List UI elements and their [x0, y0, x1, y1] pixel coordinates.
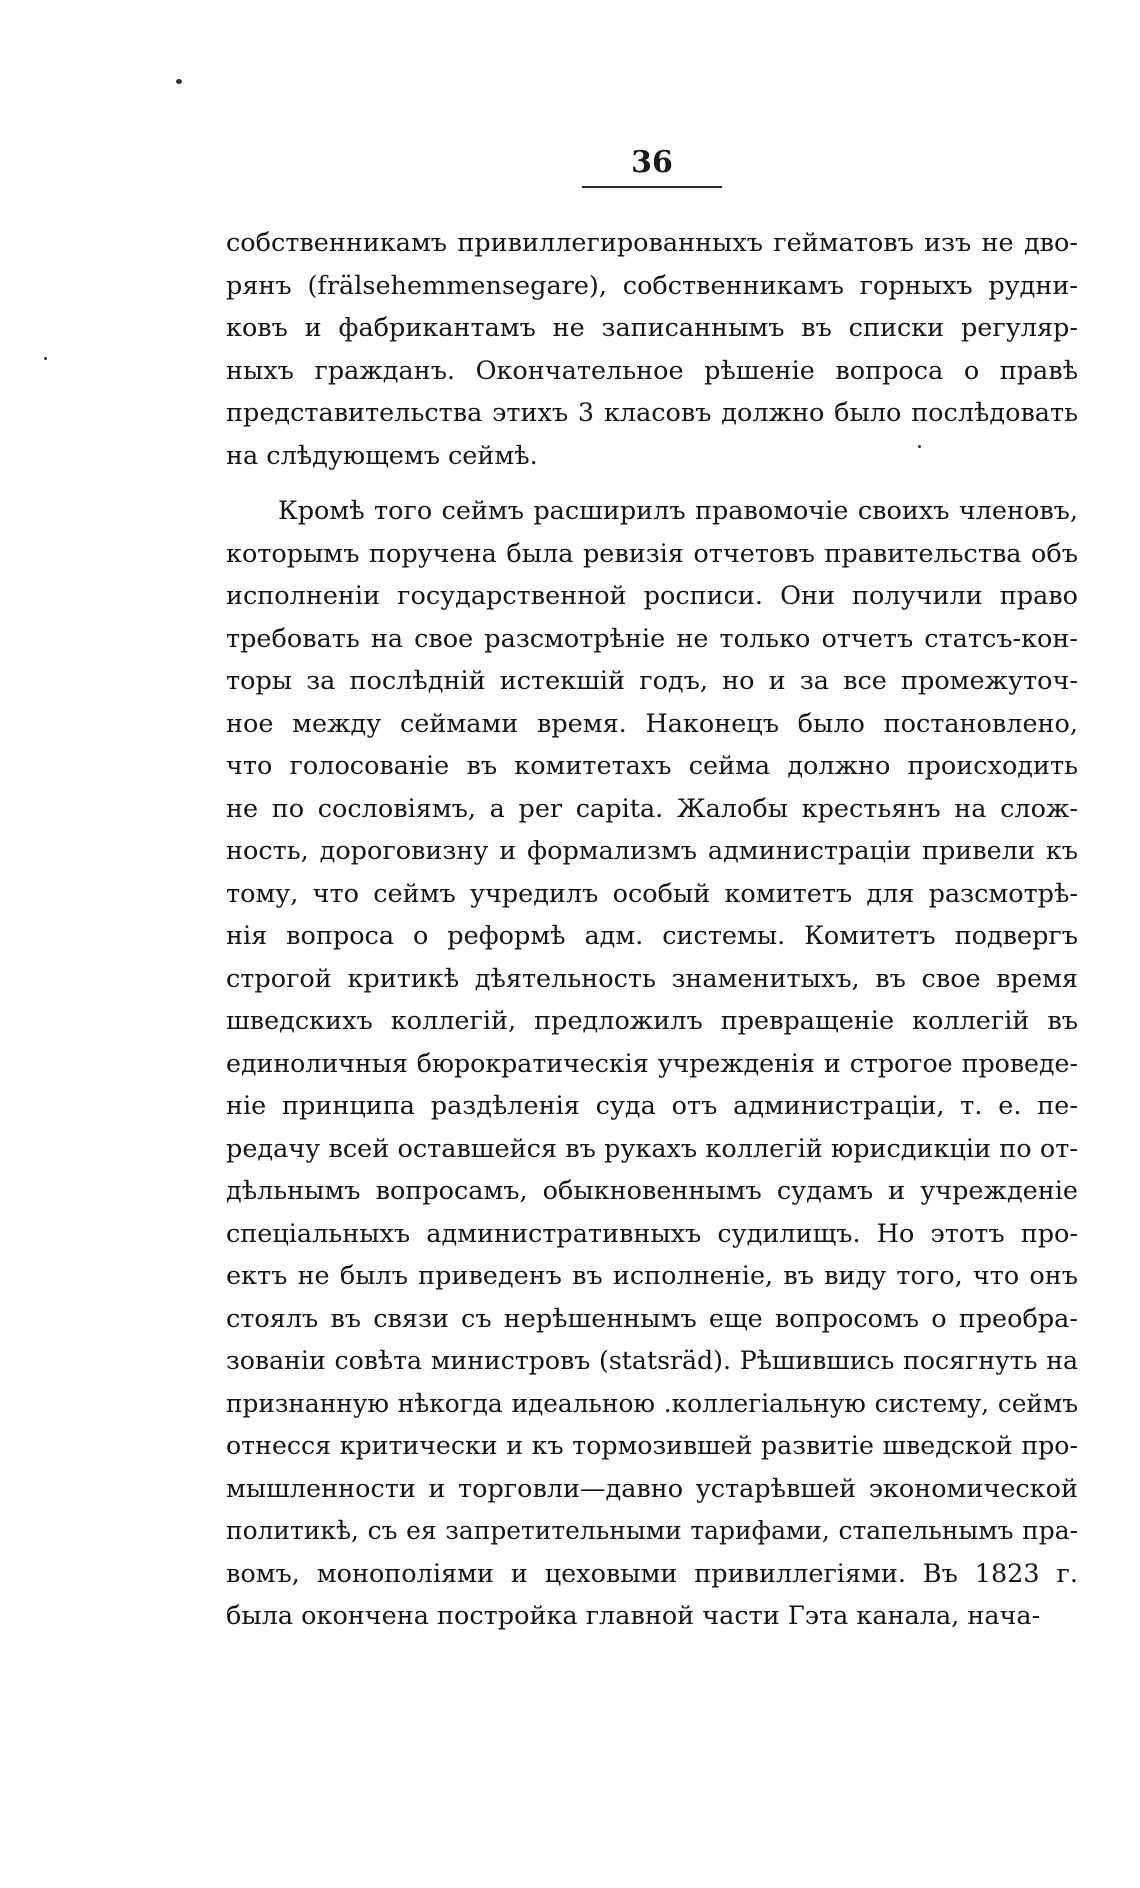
text-line: нія вопроса о реформѣ адм. системы. Комитетъ подвергъ: [226, 921, 1078, 951]
page-number: 36: [631, 145, 673, 180]
text-line: ность, дороговизну и формализмъ администраціи привели къ: [226, 836, 1078, 866]
text-line: ныхъ гражданъ. Окончательное рѣшеніе вопроса о правѣ: [226, 355, 1078, 386]
text-line: признанную нѣкогда идеальною .коллегіальную систему, сеймъ: [226, 1388, 1078, 1418]
text-line: ное между сеймами время. Наконецъ было постановлено,: [226, 708, 1078, 739]
text-line: не по сословіямъ, а per capita. Жалобы крестьянъ на слож-: [226, 793, 1078, 824]
text-line: которымъ поручена была ревизія отчетовъ правительства объ: [226, 538, 1078, 569]
text-line: что голосованіе въ комитетахъ сейма должно происходить: [226, 751, 1078, 781]
text-line: ектъ не былъ приведенъ въ исполненіе, въ виду того, что онъ: [226, 1261, 1078, 1291]
text-line: мышленности и торговли—давно устарѣвшей экономической: [226, 1473, 1078, 1504]
text-line: тому, что сеймъ учредилъ особый комитетъ для разсмотрѣ-: [226, 878, 1078, 909]
paragraph: [226, 222, 1078, 477]
text-line: зованіи совѣта министровъ (statsräd). Рѣшившись посягнуть на: [226, 1346, 1078, 1375]
text-line: шведскихъ коллегій, предложилъ превращеніе коллегій въ: [226, 1006, 1078, 1036]
paragraph: [226, 490, 1078, 1638]
text-line: отнесся критически и къ тормозившей развитіе шведской про-: [226, 1431, 1078, 1460]
text-line: редачу всей оставшейся въ рукахъ коллегій юрисдикціи по от-: [226, 1133, 1078, 1164]
text-line: политикѣ, съ ея запретительными тарифами, стапельнымъ пра-: [226, 1516, 1078, 1545]
text-line: вомъ, монополіями и цеховыми привиллегіями. Въ 1823 г.: [226, 1558, 1078, 1589]
text-line: рянъ (frälsehemmensegare), собственникамъ горныхъ рудни-: [226, 270, 1078, 301]
text-line: была окончена постройка главной части Гэта канала, нача-: [226, 1601, 1041, 1631]
text-line: единоличныя бюрократическія учрежденія и строгое проведе-: [226, 1048, 1078, 1078]
text-line: стоялъ въ связи съ нерѣшеннымъ еще вопросомъ о преобра-: [226, 1303, 1078, 1334]
text-line: на слѣдующемъ сеймѣ.: [226, 440, 538, 471]
text-line: представительства этихъ 3 класовъ должно было послѣдовать: [226, 398, 1078, 428]
text-line: торы за послѣдній истекшій годъ, но и за все промежуточ-: [226, 666, 1078, 696]
text-line: спеціальныхъ административныхъ судилищъ. Но этотъ про-: [226, 1218, 1078, 1249]
text-line: собственникамъ привиллегированныхъ гейматовъ изъ не дво-: [226, 228, 1078, 258]
ink-speck: [44, 357, 47, 360]
page-number-rule: [582, 186, 722, 188]
text-line: исполненіи государственной росписи. Они получили право: [226, 581, 1078, 611]
text-line: строгой критикѣ дѣятельность знаменитыхъ, въ свое время: [226, 963, 1078, 994]
text-line: требовать на свое разсмотрѣніе не только отчетъ статсъ-кон-: [226, 623, 1078, 654]
text-line: ковъ и фабрикантамъ не записаннымъ въ списки регуляр-: [226, 313, 1078, 343]
ink-speck: [176, 79, 182, 84]
body-text: [226, 222, 1078, 1638]
text-line: Кромѣ того сеймъ расширилъ правомочіе своихъ членовъ,: [278, 496, 1078, 526]
text-line: ніе принципа раздѣленія суда отъ администраціи, т. е. пе-: [226, 1091, 1078, 1121]
text-line: дѣльнымъ вопросамъ, обыкновеннымъ судамъ и учрежденіе: [226, 1176, 1078, 1206]
